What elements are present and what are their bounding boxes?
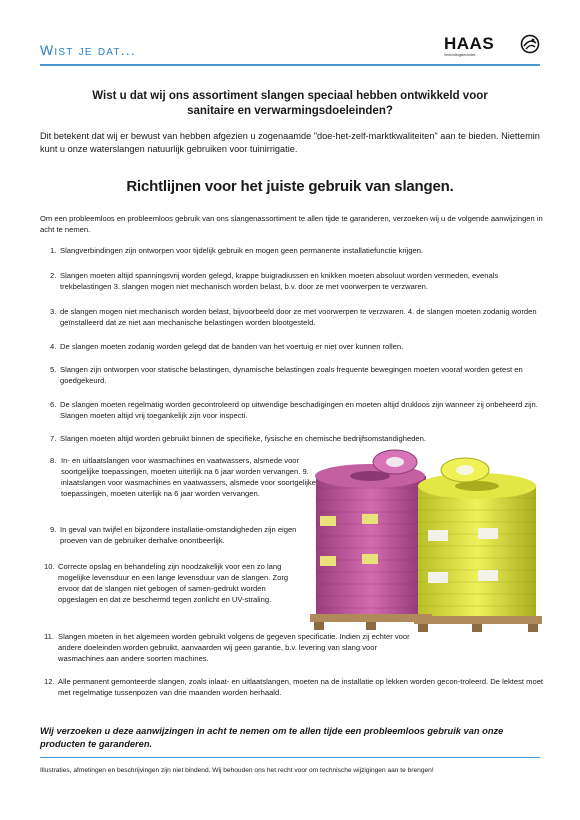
- item-number: 4.: [50, 342, 57, 351]
- item-text: Slangen moeten altijd spanningsvrij worden gelegd, krappe buigradiussen en knikken moeten absoluut worden vermeden, evenals trekbelastingen 3. slangen mogen niet mechanisch worden belast, b.v. door ze met voorwerpen te verzwaren.: [60, 271, 499, 291]
- guideline-item-8: [50, 455, 322, 499]
- guideline-item-11: [44, 631, 424, 664]
- item-text: Slangverbindingen zijn ontworpen voor tijdelijk gebruik en mogen geen permanente installatiefunctie krijgen.: [60, 246, 424, 255]
- header-divider: [40, 64, 540, 66]
- guideline-item-6: [50, 399, 545, 421]
- item-text: Alle permanent gemonteerde slangen, zoals inlaat- en uitlaatslangen, moeten na de installatie op lekken worden gecon-troleerd. De lektest moet met regelmatige tussenpozen van drie maanden worden herhaald.: [58, 677, 544, 697]
- item-number: 1.: [50, 246, 57, 255]
- haas-logo: [444, 34, 540, 64]
- item-number: 6.: [50, 400, 57, 409]
- page-header-title: Wist je dat...: [40, 42, 136, 58]
- guideline-item-10: [44, 561, 300, 605]
- guideline-item-3: [50, 306, 545, 328]
- item-number: 11.: [44, 632, 54, 641]
- pink-hose-stack: [315, 450, 426, 614]
- item-number: 8.: [50, 456, 57, 465]
- guideline-item-9: [50, 524, 300, 546]
- closing-statement: Wij verzoeken u deze aanwijzingen in acht te nemen om te allen tijde een probleemloos gebruik van onze producten te garanderen.: [40, 726, 504, 749]
- disclaimer-text: Illustraties, afmetingen en beschrijvingen zijn niet bindend. Wij behouden ons het recht voor om technische wijzigingen aan te brengen!: [40, 767, 434, 774]
- footer-divider: [40, 757, 540, 758]
- guideline-item-5: [50, 364, 545, 386]
- guideline-item-7: [50, 433, 545, 444]
- item-text: In- en uitlaatslangen voor wasmachines en vaatwassers, alsmede voor soortgelijke toepassingen, moeten uiterlijk na 6 jaar worden vervangen. 9. inlaatslangen voor wasmachines en vaatwassers, alsmede voor soortgelijke toepassingen, moeten uiterlijk na 6 jaar worden vervangen.: [61, 456, 316, 498]
- wooden-pallets: [310, 614, 542, 632]
- guideline-item-12: [44, 676, 544, 698]
- yellow-hose-stack: [418, 458, 536, 616]
- section-title: Richtlijnen voor het juiste gebruik van slangen.: [126, 178, 454, 195]
- haas-emblem-icon: [520, 34, 540, 54]
- item-number: 10.: [44, 562, 55, 571]
- item-text: Slangen moeten altijd worden gebruikt binnen de specifieke, fysische en chemische bedrijfsomstandigheden.: [60, 434, 426, 443]
- item-number: 5.: [50, 365, 57, 374]
- item-number: 9.: [50, 525, 57, 534]
- item-number: 7.: [50, 434, 57, 443]
- lead-question: Wist u dat wij ons assortiment slangen speciaal hebben ontwikkeld voor sanitaire en verwarmingsdoeleinden?: [92, 90, 488, 117]
- item-text: de slangen mogen niet mechanisch worden belast, bijvoorbeeld door ze met voorwerpen te verzwaren. 4. de slangen moeten zodanig worden geïnstalleerd dat ze niet aan mechanische belastingen worden blootgesteld.: [60, 307, 537, 327]
- logo-wordmark: HAAS: [444, 34, 495, 53]
- item-text: De slangen moeten regelmatig worden gecontroleerd op uitwendige beschadigingen en moeten altijd drukloos zijn wanneer zij onbeheerd zijn. Slangen moeten altijd vrij toegankelijk zijn voor inspecti.: [60, 400, 538, 420]
- item-text: In geval van twijfel en bijzondere installatie-omstandigheden zijn eigen proeven van de gebruiker derhalve onontbeerlijk.: [60, 525, 297, 545]
- hose-pallets-photo: [300, 448, 545, 634]
- guideline-item-1: [50, 245, 540, 256]
- logo-subtext: Verbindingstechniek: [444, 53, 476, 57]
- item-text: Slangen moeten in het algemeen worden gebruikt volgens de gegeven specificatie. Indien zij echter voor andere doeleinden worden gebruikt, aanvaarden wij geen garantie, b.v. levering van slang voor wasmachines aan andere soorten machines.: [58, 632, 410, 663]
- item-number: 12.: [44, 677, 55, 686]
- item-number: 2.: [50, 271, 57, 280]
- intro-paragraph: Dit betekent dat wij er bewust van hebben afgezien u zogenaamde "doe-het-zelf-marktkwaliteiten" aan te bieden. Niettemin kunt u onze waterslangen natuurlijk gebruiken voor tuinirrigatie.: [40, 131, 540, 154]
- item-number: 3.: [50, 307, 57, 316]
- item-text: De slangen moeten zodanig worden gelegd dat de banden van het voertuig er niet over kunnen rollen.: [60, 342, 404, 351]
- preamble-paragraph: Om een probleemloos en probleemloos gebruik van ons slangenassortiment te allen tijde te garanderen, verzoeken wij u de volgende aanwijzingen in acht te nemen.: [40, 214, 543, 234]
- item-text: Slangen zijn ontworpen voor statische belastingen, dynamische belastingen zoals frequente bewegingen moeten vooraf worden getest en goedgekeurd.: [60, 365, 523, 385]
- guideline-item-4: [50, 341, 545, 352]
- guideline-item-2: [50, 270, 545, 292]
- item-text: Correcte opslag en behandeling zijn noodzakelijk voor een zo lang mogelijke levensduur en een lange levensduur van de slangen. Zorg ervoor dat de slangen niet gebogen of samen-gedrukt worden opgeslagen en dat ze beschermd tegen zonlicht en UV-straling.: [58, 562, 289, 604]
